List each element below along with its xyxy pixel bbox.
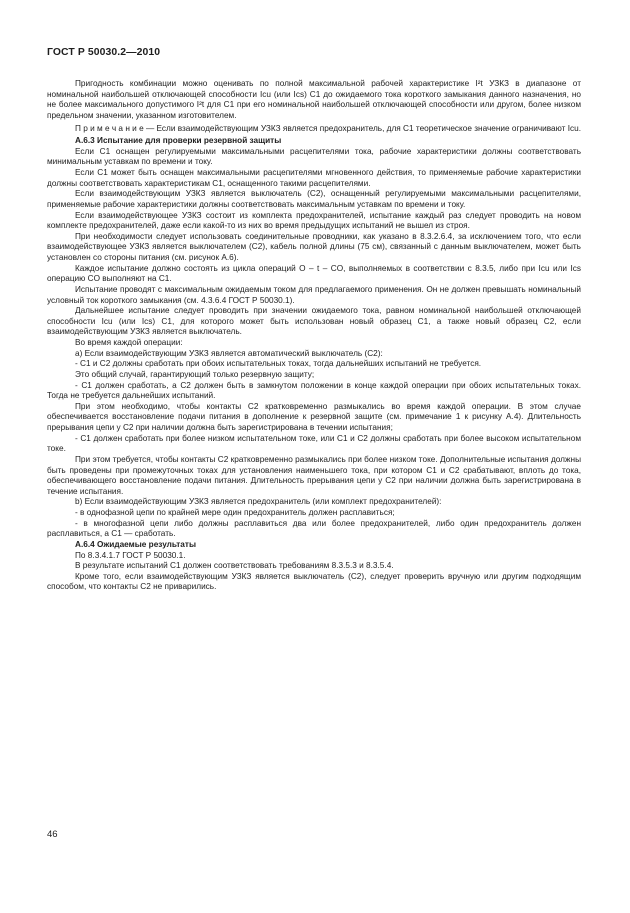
list-item: - C1 должен сработать, а C2 должен быть в замкнутом положении в конце каждой операции при обоих испытательных токах. Тогда не требуется дальнейших испытаний. <box>47 380 581 401</box>
page-number: 46 <box>47 829 58 840</box>
note-paragraph: П р и м е ч а н и е — Если взаимодействующим УЗКЗ является предохранитель, для C1 теоретическое значение ограничивают Icu. <box>75 123 582 133</box>
list-item: a) Если взаимодействующим УЗКЗ является автоматический выключатель (C2): <box>75 348 383 358</box>
paragraph: Пригодность комбинации можно оценивать по полной максимальной рабочей характеристике I²t УЗКЗ в диапазоне от номинальной наибольшей отключающей способности Icu (или Ics) C1 до ожидаемого тока короткого замыкания данного назначения, но не более максимального допустимого I²t для C1 при его номинальной наибольшей отключающей способности или другом, более низком предельном значении, указанном изготовителем. <box>47 79 581 120</box>
paragraph: Во время каждой операции: <box>75 338 183 347</box>
paragraph: Это общий случай, гарантирующий только резервную защиту; <box>75 369 315 379</box>
list-item: - в многофазной цепи либо должны расплавиться два или более предохранителей, либо один предохранитель должен расплавиться, а C1 — сработать. <box>47 518 581 539</box>
list-item: - C1 должен сработать при более низком испытательном токе, или C1 и C2 должны сработать при более высоком испытательном токе. <box>47 433 581 454</box>
paragraph: Испытание проводят с максимальным ожидаемым током для предлагаемого применения. Он не должен превышать номинальный условный ток короткого замыкания (см. 4.3.6.4 ГОСТ Р 50030.1). <box>47 284 581 305</box>
paragraph: Кроме того, если взаимодействующим УЗКЗ является выключатель (C2), следует проверить вручную или другим подходящим способом, что контакты C2 не приварились. <box>47 571 581 592</box>
paragraph: При этом необходимо, чтобы контакты C2 кратковременно размыкались во время каждой операции. В этом случае обеспечивается восстановление подачи питания в дополнение к резервной защите (см. примечание 1 к рисунку A.4). Длительность прерывания цепи у C2 при наличии должна быть зарегистрирована в течении испытания; <box>47 401 581 432</box>
list-item: - C1 и C2 должны сработать при обоих испытательных токах, тогда дальнейших испытаний не требуется. <box>75 359 482 369</box>
paragraph: При этом требуется, чтобы контакты C2 кратковременно размыкались при более низком токе. Дополнительные испытания должны быть проведены при промежуточных токах для установления наименьшего тока, при котором C1 и C2 срабатывают, вплоть до тока, обеспечивающего восстановление подачи питания. Длительность прерывания цепи у C2 при наличии должна быть зарегистрирована в течение испытания. <box>47 454 581 496</box>
paragraph: При необходимости следует использовать соединительные проводники, как указано в 8.3.2.6.4, за исключением того, что если взаимодействующее УЗКЗ является выключателем (C2), кабель полной длины (75 см), связанный с данным выключателем, может быть установлен со стороны питания (см. рисунок A.6). <box>47 231 581 262</box>
paragraph: В результате испытаний C1 должен соответствовать требованиям 8.3.5.3 и 8.3.5.4. <box>75 561 394 571</box>
section-heading-a64: A.6.4 Ожидаемые результаты <box>75 539 196 549</box>
paragraph: Если взаимодействующим УЗКЗ является выключатель (C2), оснащенный регулируемыми максимальными расцепителями, применяемые рабочие характеристики должны соответствовать максимальным уставкам по времени и току. <box>47 189 581 209</box>
paragraph: Если C1 может быть оснащен максимальными расцепителями мгновенного действия, то применяемые рабочие характеристики должны соответствовать характеристикам C1, оснащенного такими расцепителями. <box>47 168 581 188</box>
list-item: b) Если взаимодействующим УЗКЗ является предохранитель (или комплект предохранителей): <box>75 497 442 507</box>
section-heading-a63: A.6.3 Испытание для проверки резервной защиты <box>75 136 282 146</box>
paragraph: Каждое испытание должно состоять из цикла операций O – t – CO, выполняемых в соответствии с 8.3.5, либо при Icu или Ics операцию CO выполняют на C1. <box>47 263 581 284</box>
paragraph: Если взаимодействующее УЗКЗ состоит из комплекта предохранителей, испытание каждый раз следует проводить на новом комплекте предохранителей, даже если какой-то из них во время предыдущих испытаний не вышел из строя. <box>47 210 581 231</box>
paragraph: Если C1 оснащен регулируемыми максимальными расцепителями тока, рабочие характеристики должны соответствовать минимальным уставкам по времени и току. <box>47 146 581 167</box>
list-item: - в однофазной цепи по крайней мере один предохранитель должен расплавиться; <box>75 508 395 517</box>
paragraph: По 8.3.4.1.7 ГОСТ Р 50030.1. <box>75 550 186 560</box>
paragraph: Дальнейшее испытание следует проводить при значении ожидаемого тока, равном номинальной наибольшей отключающей способности Icu (или Ics) C1, для которого может быть использован новый образец C1, а также новый образец C2, если взаимодействующим УЗКЗ является выключатель. <box>47 306 581 337</box>
document-body <box>47 79 581 593</box>
document-header: ГОСТ Р 50030.2—2010 <box>47 47 161 58</box>
